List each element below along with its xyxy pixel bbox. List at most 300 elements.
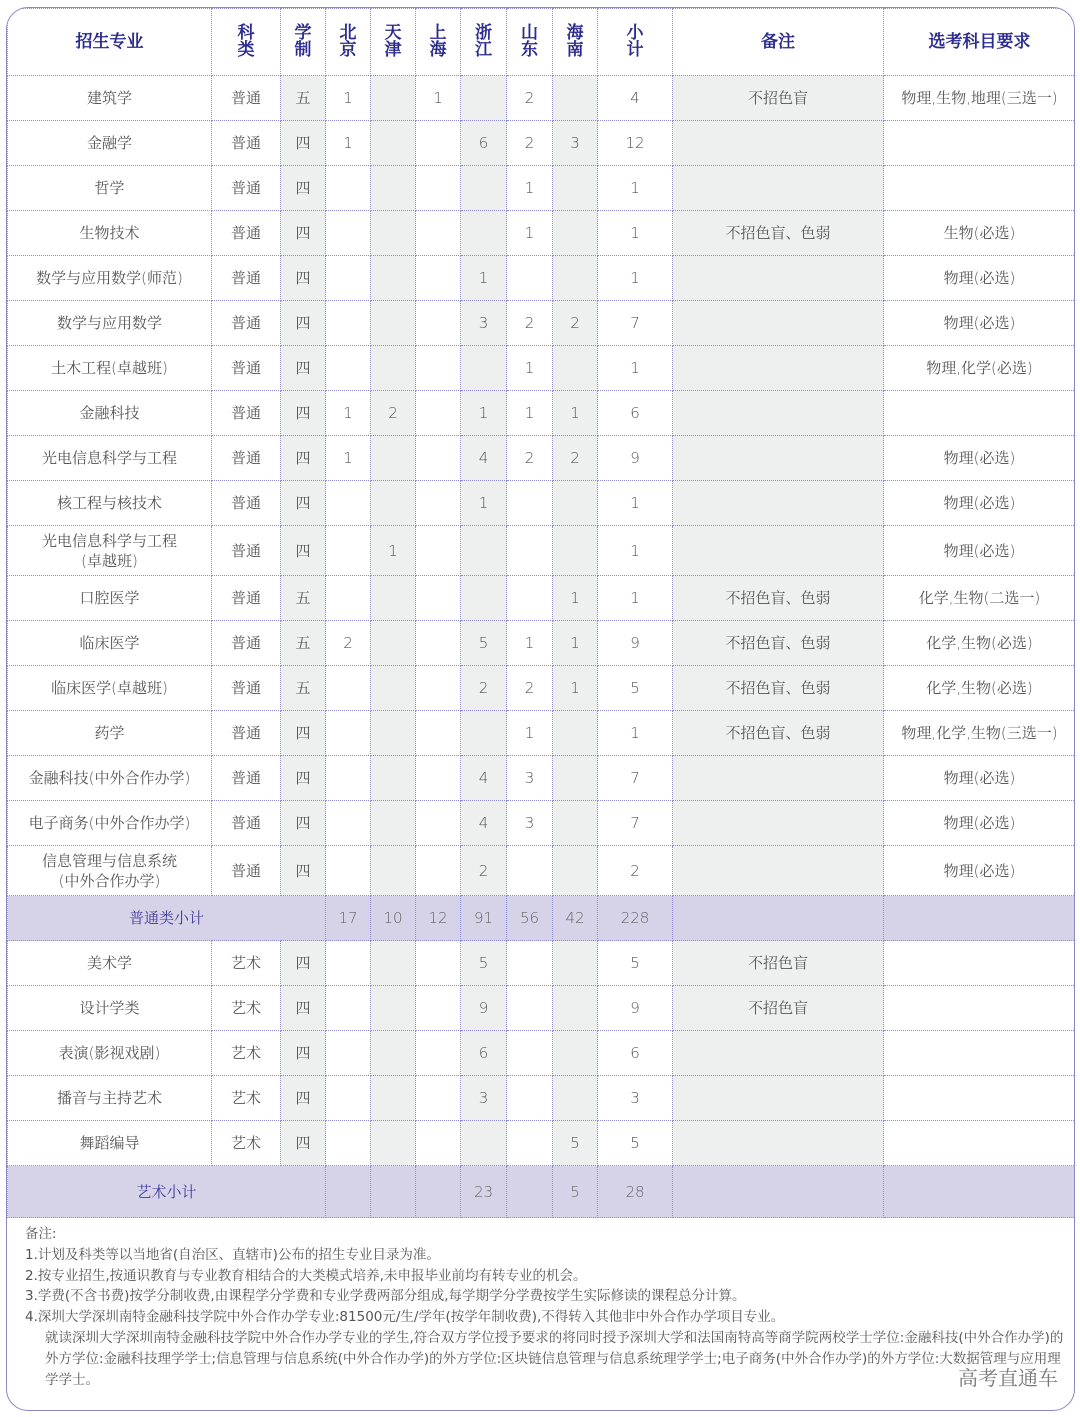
table-cell: 不招色盲、色弱 bbox=[673, 621, 884, 666]
table-cell: 设计学类 bbox=[8, 986, 212, 1031]
table-cell bbox=[371, 1076, 416, 1121]
column-header: 山 东 bbox=[507, 9, 553, 76]
subtotal-value: 56 bbox=[507, 896, 553, 941]
table-cell bbox=[416, 801, 461, 846]
column-header: 北 京 bbox=[326, 9, 371, 76]
table-cell bbox=[371, 256, 416, 301]
table-cell: 普通 bbox=[212, 481, 281, 526]
table-cell bbox=[461, 711, 507, 756]
table-cell: 2 bbox=[371, 391, 416, 436]
table-cell bbox=[326, 481, 371, 526]
table-cell bbox=[326, 1031, 371, 1076]
table-cell bbox=[507, 941, 553, 986]
table-cell: 5 bbox=[598, 1121, 673, 1166]
table-cell bbox=[507, 1076, 553, 1121]
column-header: 浙 江 bbox=[461, 9, 507, 76]
table-cell: 1 bbox=[598, 526, 673, 576]
table-cell: 五 bbox=[281, 576, 326, 621]
table-cell: 临床医学 bbox=[8, 621, 212, 666]
table-cell: 生物(必选) bbox=[884, 211, 1076, 256]
column-header: 选考科目要求 bbox=[884, 9, 1076, 76]
table-cell bbox=[416, 436, 461, 481]
table-cell bbox=[553, 481, 598, 526]
table-cell: 化学,生物(二选一) bbox=[884, 576, 1076, 621]
table-cell: 4 bbox=[461, 436, 507, 481]
table-cell: 2 bbox=[507, 436, 553, 481]
table-cell: 哲学 bbox=[8, 166, 212, 211]
column-header: 小 计 bbox=[598, 9, 673, 76]
table-cell: 1 bbox=[461, 481, 507, 526]
table-cell bbox=[553, 1076, 598, 1121]
table-cell: 2 bbox=[507, 121, 553, 166]
table-cell: 数学与应用数学 bbox=[8, 301, 212, 346]
table-cell: 1 bbox=[598, 166, 673, 211]
table-cell bbox=[461, 76, 507, 121]
table-cell: 普通 bbox=[212, 801, 281, 846]
table-cell bbox=[416, 166, 461, 211]
table-cell: 物理(必选) bbox=[884, 801, 1076, 846]
table-cell bbox=[507, 526, 553, 576]
table-cell: 五 bbox=[281, 621, 326, 666]
table-cell bbox=[371, 801, 416, 846]
table-cell bbox=[884, 986, 1076, 1031]
table-row bbox=[8, 621, 1076, 666]
table-row bbox=[8, 711, 1076, 756]
table-cell: 7 bbox=[598, 756, 673, 801]
column-header: 招生专业 bbox=[8, 9, 212, 76]
column-header: 上 海 bbox=[416, 9, 461, 76]
table-cell bbox=[673, 1031, 884, 1076]
table-cell: 临床医学(卓越班) bbox=[8, 666, 212, 711]
table-cell: 1 bbox=[598, 256, 673, 301]
table-cell bbox=[416, 1076, 461, 1121]
table-cell: 4 bbox=[461, 756, 507, 801]
table-cell bbox=[461, 166, 507, 211]
table-cell: 普通 bbox=[212, 256, 281, 301]
table-cell: 1 bbox=[326, 391, 371, 436]
table-row bbox=[8, 166, 1076, 211]
table-cell: 普通 bbox=[212, 711, 281, 756]
table-cell: 12 bbox=[598, 121, 673, 166]
table-cell bbox=[416, 256, 461, 301]
table-cell bbox=[416, 211, 461, 256]
table-cell: 不招色盲 bbox=[673, 986, 884, 1031]
table-cell bbox=[326, 576, 371, 621]
table-cell bbox=[884, 1166, 1076, 1218]
table-cell: 普通 bbox=[212, 526, 281, 576]
table-cell bbox=[507, 481, 553, 526]
table-cell: 6 bbox=[461, 1031, 507, 1076]
table-cell bbox=[371, 756, 416, 801]
table-cell: 普通 bbox=[212, 576, 281, 621]
table-cell bbox=[673, 801, 884, 846]
table-cell: 普通 bbox=[212, 666, 281, 711]
table-cell bbox=[673, 301, 884, 346]
table-cell: 物理(必选) bbox=[884, 756, 1076, 801]
watermark: 高考直通车 bbox=[958, 1366, 1058, 1390]
table-cell bbox=[884, 121, 1076, 166]
table-cell: 9 bbox=[598, 436, 673, 481]
table-cell bbox=[371, 986, 416, 1031]
table-cell bbox=[461, 211, 507, 256]
table-cell: 艺术 bbox=[212, 1031, 281, 1076]
table-cell: 物理(必选) bbox=[884, 846, 1076, 896]
table-cell bbox=[371, 76, 416, 121]
table-cell bbox=[553, 346, 598, 391]
table-cell bbox=[326, 166, 371, 211]
table-cell bbox=[673, 846, 884, 896]
table-cell: 2 bbox=[553, 436, 598, 481]
table-cell: 舞蹈编导 bbox=[8, 1121, 212, 1166]
table-cell: 1 bbox=[507, 211, 553, 256]
table-cell bbox=[673, 346, 884, 391]
table-cell bbox=[884, 1031, 1076, 1076]
table-cell bbox=[461, 576, 507, 621]
table-cell: 3 bbox=[461, 301, 507, 346]
table-cell: 物理(必选) bbox=[884, 481, 1076, 526]
table-cell: 普通 bbox=[212, 121, 281, 166]
table-cell bbox=[371, 1121, 416, 1166]
table-cell: 不招色盲 bbox=[673, 76, 884, 121]
subtotal-value bbox=[326, 1166, 371, 1218]
table-cell: 四 bbox=[281, 121, 326, 166]
table-cell: 5 bbox=[461, 941, 507, 986]
table-cell: 不招色盲 bbox=[673, 941, 884, 986]
table-cell: 1 bbox=[507, 346, 553, 391]
table-cell: 1 bbox=[416, 76, 461, 121]
table-cell bbox=[507, 986, 553, 1031]
table-cell: 物理(必选) bbox=[884, 256, 1076, 301]
table-cell: 金融学 bbox=[8, 121, 212, 166]
table-cell: 1 bbox=[598, 481, 673, 526]
table-row bbox=[8, 1031, 1076, 1076]
table-cell bbox=[416, 1121, 461, 1166]
subtotal-value: 42 bbox=[553, 896, 598, 941]
subtotal-value: 91 bbox=[461, 896, 507, 941]
table-cell: 不招色盲、色弱 bbox=[673, 211, 884, 256]
table-cell: 3 bbox=[461, 1076, 507, 1121]
subtotal-label: 普通类小计 bbox=[8, 896, 326, 941]
table-cell: 物理(必选) bbox=[884, 526, 1076, 576]
table-cell bbox=[326, 256, 371, 301]
table-cell: 2 bbox=[507, 76, 553, 121]
column-header: 学 制 bbox=[281, 9, 326, 76]
table-cell bbox=[326, 986, 371, 1031]
table-row bbox=[8, 941, 1076, 986]
table-cell bbox=[553, 76, 598, 121]
table-cell bbox=[884, 941, 1076, 986]
table-cell bbox=[416, 941, 461, 986]
table-cell bbox=[553, 986, 598, 1031]
table-row bbox=[8, 1076, 1076, 1121]
table-header-row bbox=[8, 9, 1076, 76]
table-cell: 2 bbox=[507, 666, 553, 711]
table-cell bbox=[553, 256, 598, 301]
table-cell bbox=[416, 1031, 461, 1076]
subtotal-value: 23 bbox=[461, 1166, 507, 1218]
table-cell bbox=[461, 526, 507, 576]
table-row bbox=[8, 211, 1076, 256]
table-cell bbox=[673, 1166, 884, 1218]
table-cell: 普通 bbox=[212, 391, 281, 436]
table-cell bbox=[461, 346, 507, 391]
table-cell bbox=[416, 526, 461, 576]
table-cell bbox=[507, 576, 553, 621]
table-cell bbox=[326, 301, 371, 346]
table-cell: 物理(必选) bbox=[884, 301, 1076, 346]
table-cell: 物理,生物,地理(三选一) bbox=[884, 76, 1076, 121]
table-cell: 1 bbox=[507, 711, 553, 756]
table-cell: 五 bbox=[281, 76, 326, 121]
table-cell: 9 bbox=[598, 621, 673, 666]
table-cell: 艺术 bbox=[212, 1076, 281, 1121]
notes-title: 备注: bbox=[25, 1226, 57, 1242]
subtotal-row bbox=[8, 896, 1076, 941]
table-cell: 建筑学 bbox=[8, 76, 212, 121]
table-cell: 核工程与核技术 bbox=[8, 481, 212, 526]
table-cell: 物理,化学,生物(三选一) bbox=[884, 711, 1076, 756]
table-cell: 艺术 bbox=[212, 1121, 281, 1166]
table-cell: 1 bbox=[461, 256, 507, 301]
table-row bbox=[8, 576, 1076, 621]
table-cell: 金融科技 bbox=[8, 391, 212, 436]
table-cell: 2 bbox=[326, 621, 371, 666]
column-header: 备注 bbox=[673, 9, 884, 76]
table-cell: 四 bbox=[281, 1031, 326, 1076]
table-cell: 四 bbox=[281, 846, 326, 896]
table-cell: 四 bbox=[281, 481, 326, 526]
table-cell bbox=[416, 711, 461, 756]
subtotal-value: 10 bbox=[371, 896, 416, 941]
subtotal-value bbox=[371, 1166, 416, 1218]
table-cell bbox=[416, 301, 461, 346]
table-cell bbox=[507, 846, 553, 896]
subtotal-value: 12 bbox=[416, 896, 461, 941]
admission-plan-card bbox=[6, 7, 1075, 1411]
table-row bbox=[8, 121, 1076, 166]
table-cell bbox=[371, 211, 416, 256]
table-cell: 1 bbox=[371, 526, 416, 576]
table-cell: 四 bbox=[281, 941, 326, 986]
table-cell bbox=[371, 621, 416, 666]
table-cell bbox=[673, 526, 884, 576]
table-cell: 1 bbox=[553, 391, 598, 436]
table-cell: 电子商务(中外合作办学) bbox=[8, 801, 212, 846]
table-cell: 化学,生物(必选) bbox=[884, 621, 1076, 666]
table-row bbox=[8, 526, 1076, 576]
table-cell bbox=[416, 346, 461, 391]
table-cell bbox=[673, 436, 884, 481]
table-row bbox=[8, 756, 1076, 801]
table-cell bbox=[326, 526, 371, 576]
table-cell: 5 bbox=[461, 621, 507, 666]
subtotal-value bbox=[416, 1166, 461, 1218]
table-cell: 1 bbox=[326, 121, 371, 166]
admission-plan-table bbox=[7, 8, 1075, 1218]
table-cell: 信息管理与信息系统 (中外合作办学) bbox=[8, 846, 212, 896]
table-cell: 四 bbox=[281, 801, 326, 846]
table-cell bbox=[416, 391, 461, 436]
table-cell bbox=[371, 481, 416, 526]
table-cell: 3 bbox=[553, 121, 598, 166]
subtotal-value: 17 bbox=[326, 896, 371, 941]
table-cell: 普通 bbox=[212, 301, 281, 346]
table-cell: 2 bbox=[598, 846, 673, 896]
table-cell: 2 bbox=[507, 301, 553, 346]
table-cell: 四 bbox=[281, 211, 326, 256]
table-cell bbox=[326, 801, 371, 846]
table-cell bbox=[416, 481, 461, 526]
table-cell: 1 bbox=[598, 711, 673, 756]
table-cell bbox=[326, 846, 371, 896]
table-cell: 金融科技(中外合作办学) bbox=[8, 756, 212, 801]
table-cell: 普通 bbox=[212, 436, 281, 481]
table-cell bbox=[416, 756, 461, 801]
table-cell: 四 bbox=[281, 1121, 326, 1166]
table-cell: 四 bbox=[281, 1076, 326, 1121]
table-cell: 化学,生物(必选) bbox=[884, 666, 1076, 711]
table-cell bbox=[884, 166, 1076, 211]
table-cell bbox=[326, 756, 371, 801]
table-cell: 艺术 bbox=[212, 941, 281, 986]
column-header: 天 津 bbox=[371, 9, 416, 76]
table-cell bbox=[371, 436, 416, 481]
table-cell: 不招色盲、色弱 bbox=[673, 576, 884, 621]
table-cell: 四 bbox=[281, 436, 326, 481]
table-cell: 1 bbox=[507, 391, 553, 436]
table-cell bbox=[553, 166, 598, 211]
table-cell bbox=[553, 526, 598, 576]
table-row bbox=[8, 256, 1076, 301]
table-cell: 2 bbox=[461, 666, 507, 711]
table-cell: 生物技术 bbox=[8, 211, 212, 256]
table-cell bbox=[553, 801, 598, 846]
table-cell: 四 bbox=[281, 756, 326, 801]
table-cell: 口腔医学 bbox=[8, 576, 212, 621]
table-cell: 普通 bbox=[212, 621, 281, 666]
table-cell bbox=[416, 986, 461, 1031]
note-item: 3.学费(不含书费)按学分制收费,由课程学分学费和专业学费两部分组成,每学期学分学费按学生实际修读的课程总分计算。 bbox=[25, 1288, 746, 1305]
table-cell: 物理,化学(必选) bbox=[884, 346, 1076, 391]
table-cell bbox=[461, 1121, 507, 1166]
table-cell: 5 bbox=[598, 941, 673, 986]
column-header: 科 类 bbox=[212, 9, 281, 76]
table-row bbox=[8, 346, 1076, 391]
table-cell: 四 bbox=[281, 346, 326, 391]
table-cell: 1 bbox=[507, 166, 553, 211]
table-cell: 3 bbox=[507, 756, 553, 801]
table-cell bbox=[553, 941, 598, 986]
note-item: 2.按专业招生,按通识教育与专业教育相结合的大类模式培养,未申报毕业前均有转专业的机会。 bbox=[25, 1267, 587, 1284]
table-cell: 普通 bbox=[212, 211, 281, 256]
table-cell bbox=[553, 211, 598, 256]
table-cell: 美术学 bbox=[8, 941, 212, 986]
table-cell bbox=[673, 1076, 884, 1121]
table-cell bbox=[673, 391, 884, 436]
table-cell bbox=[673, 481, 884, 526]
table-cell bbox=[416, 121, 461, 166]
table-cell bbox=[673, 256, 884, 301]
table-cell bbox=[507, 1121, 553, 1166]
table-cell bbox=[326, 346, 371, 391]
table-cell: 2 bbox=[553, 301, 598, 346]
table-cell: 艺术 bbox=[212, 986, 281, 1031]
table-row bbox=[8, 986, 1076, 1031]
column-header: 海 南 bbox=[553, 9, 598, 76]
table-cell bbox=[371, 666, 416, 711]
table-cell bbox=[416, 621, 461, 666]
table-cell: 四 bbox=[281, 526, 326, 576]
table-cell bbox=[673, 756, 884, 801]
table-cell bbox=[416, 576, 461, 621]
table-cell bbox=[326, 711, 371, 756]
table-cell: 1 bbox=[598, 576, 673, 621]
table-cell: 6 bbox=[598, 1031, 673, 1076]
table-row bbox=[8, 1121, 1076, 1166]
table-cell bbox=[371, 846, 416, 896]
table-cell bbox=[507, 1031, 553, 1076]
table-cell: 表演(影视戏剧) bbox=[8, 1031, 212, 1076]
table-cell: 3 bbox=[598, 1076, 673, 1121]
table-cell: 2 bbox=[461, 846, 507, 896]
table-cell: 普通 bbox=[212, 166, 281, 211]
table-cell: 药学 bbox=[8, 711, 212, 756]
table-cell bbox=[371, 166, 416, 211]
table-cell bbox=[416, 846, 461, 896]
table-cell: 土木工程(卓越班) bbox=[8, 346, 212, 391]
table-cell: 6 bbox=[598, 391, 673, 436]
table-cell bbox=[371, 346, 416, 391]
subtotal-value: 28 bbox=[598, 1166, 673, 1218]
table-cell: 6 bbox=[461, 121, 507, 166]
table-cell bbox=[884, 391, 1076, 436]
table-cell: 1 bbox=[553, 621, 598, 666]
table-cell: 四 bbox=[281, 391, 326, 436]
table-cell bbox=[326, 941, 371, 986]
table-cell bbox=[553, 846, 598, 896]
table-cell: 不招色盲、色弱 bbox=[673, 711, 884, 756]
table-row bbox=[8, 666, 1076, 711]
table-cell bbox=[326, 1121, 371, 1166]
table-cell: 五 bbox=[281, 666, 326, 711]
table-row bbox=[8, 301, 1076, 346]
table-cell: 普通 bbox=[212, 76, 281, 121]
table-cell: 9 bbox=[598, 986, 673, 1031]
table-cell: 5 bbox=[598, 666, 673, 711]
table-cell: 1 bbox=[461, 391, 507, 436]
table-cell bbox=[416, 666, 461, 711]
table-cell: 四 bbox=[281, 256, 326, 301]
table-row bbox=[8, 481, 1076, 526]
note-item: 4.深圳大学深圳南特金融科技学院中外合作办学专业:81500元/生/学年(按学年制收费),不得转入其他非中外合作办学项目专业。 bbox=[25, 1309, 785, 1326]
table-cell: 5 bbox=[553, 1121, 598, 1166]
table-cell bbox=[884, 1076, 1076, 1121]
table-cell: 四 bbox=[281, 986, 326, 1031]
table-cell: 四 bbox=[281, 711, 326, 756]
table-cell bbox=[553, 1031, 598, 1076]
table-row bbox=[8, 391, 1076, 436]
table-cell: 四 bbox=[281, 166, 326, 211]
table-cell bbox=[326, 666, 371, 711]
table-cell: 物理(必选) bbox=[884, 436, 1076, 481]
table-cell: 1 bbox=[553, 576, 598, 621]
table-cell: 3 bbox=[507, 801, 553, 846]
table-cell: 1 bbox=[598, 211, 673, 256]
table-cell bbox=[371, 1031, 416, 1076]
table-cell: 1 bbox=[598, 346, 673, 391]
subtotal-label: 艺术小计 bbox=[8, 1166, 326, 1218]
table-cell bbox=[673, 166, 884, 211]
